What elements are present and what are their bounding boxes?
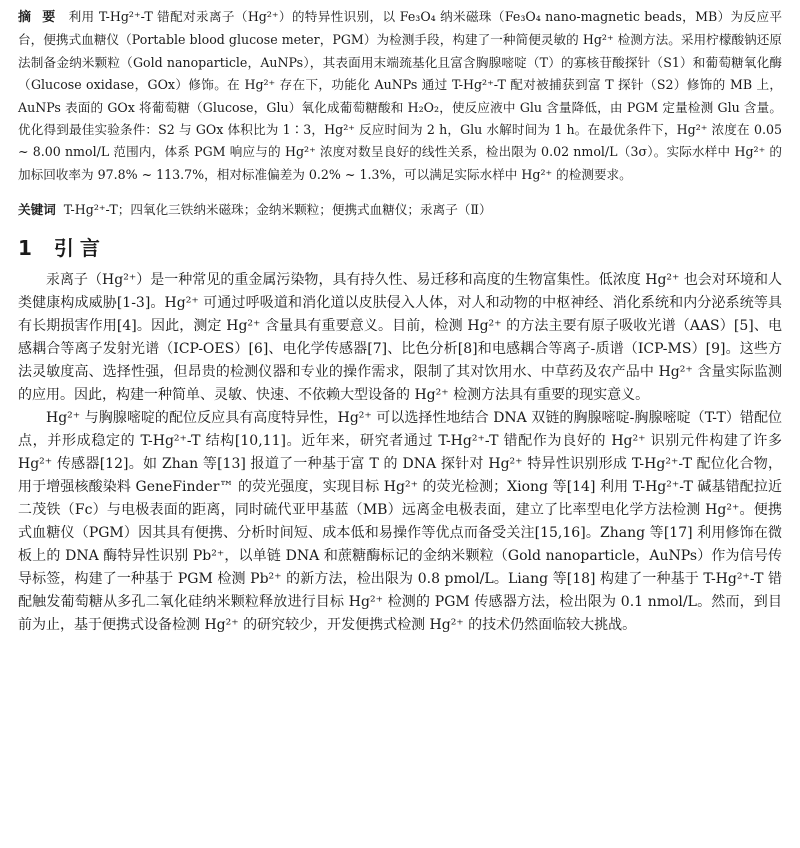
abstract-block — [18, 6, 782, 186]
abstract-label: 摘 要 — [18, 10, 59, 25]
abstract-text: 利用 T-Hg²⁺-T 错配对汞离子（Hg²⁺）的特异性识别，以 Fe₃O₄ 纳米磁珠（Fe₃O₄ nano-magnetic beads，MB）为反应平台，便携式血糖仪（Portable blood glucose meter，PGM）为检测手段，构建了一种简便灵敏的 Hg²⁺ 检测方法。采用柠檬酸钠还原法制备金纳米颗粒（Gold nanoparticle，AuNPs），其表面用末端巯基化且富含胸腺嘧啶（T）的寡核苷酸探针（S1）和葡萄糖氧化酶（Glucose oxidase，GOx）修饰。在 Hg²⁺ 存在下，功能化 AuNPs 通过 T-Hg²⁺-T 配对被捕获到富 T 探针（S2）修饰的 MB 上，AuNPs 表面的 GOx 将葡萄糖（Glucose，Glu）氧化成葡萄糖酸和 H₂O₂，使反应液中 Glu 含量降低，由 PGM 定量检测 Glu 含量。优化得到最佳实验条件：S2 与 GOx 体积比为 1∶3，Hg²⁺ 反应时间为 2 h，Glu 水解时间为 1 h。在最优条件下，Hg²⁺ 浓度在 0.05 ~ 8.00 nmol/L 范围内，体系 PGM 响应与的 Hg²⁺ 浓度对数呈良好的线性关系，检出限为 0.02 nmol/L（3σ）。实际水样中 Hg²⁺ 的加标回收率为 97.8% ~ 113.7%，相对标准偏差为 0.2% ~ 1.3%，可以满足实际水样中 Hg²⁺ 的检测要求。 — [18, 9, 782, 182]
section-title: 引言 — [53, 236, 106, 261]
keywords-block — [18, 200, 782, 220]
section-number: 1 — [18, 236, 32, 261]
body-paragraph-2: Hg²⁺ 与胸腺嘧啶的配位反应具有高度特异性，Hg²⁺ 可以选择性地结合 DNA 双链的胸腺嘧啶-胸腺嘧啶（T-T）错配位点，并形成稳定的 T-Hg²⁺-T 结构[10,11]。近年来，研究者通过 T-Hg²⁺-T 错配作为良好的 Hg²⁺ 识别元件构建了许多 Hg²⁺ 传感器[12]。如 Zhan 等[13] 报道了一种基于富 T 的 DNA 探针对 Hg²⁺ 特异性识别形成 T-Hg²⁺-T 配位化合物，用于增强核酸染料 GeneFinder™ 的荧光强度，实现目标 Hg²⁺ 的荧光检测；Xiong 等[14] 利用 T-Hg²⁺-T 碱基错配拉近二茂铁（Fc）与电极表面的距离，同时硫代亚甲基蓝（MB）远离金电极表面，建立了比率型电化学方法检测 Hg²⁺。便携式血糖仪（PGM）因其具有便携、分析时间短、成本低和易操作等优点而备受关注[15,16]。Zhang 等[17] 利用修饰在微板上的 DNA 酶特异性识别 Pb²⁺，以单链 DNA 和蔗糖酶标记的金纳米颗粒（Gold nanoparticle，AuNPs）作为信号传导标签，构建了一种基于 PGM 检测 Pb²⁺ 的新方法，检出限为 0.8 pmol/L。Liang 等[18] 构建了一种基于 T-Hg²⁺-T 错配触发葡萄糖从多孔二氧化硅纳米颗粒释放进行目标 Hg²⁺ 检测的 PGM 传感器方法，检出限为 0.1 nmol/L。然而，到目前为止，基于便携式设备检测 Hg²⁺ 的研究较少，开发便携式检测 Hg²⁺ 的技术仍然面临较大挑战。 — [18, 410, 782, 634]
keywords-text: T-Hg²⁺-T；四氧化三铁纳米磁珠；金纳米颗粒；便携式血糖仪；汞离子（Ⅱ） — [63, 202, 492, 218]
keywords-label: 关键词 — [18, 202, 56, 218]
section-heading — [18, 232, 782, 261]
body-paragraph-1: 汞离子（Hg²⁺）是一种常见的重金属污染物，具有持久性、易迁移和高度的生物富集性。低浓度 Hg²⁺ 也会对环境和人类健康构成威胁[1-3]。Hg²⁺ 可通过呼吸道和消化道以皮肤侵入人体，对人和动物的中枢神经、消化系统和内分泌系统等具有长期损害作用[4]。因此，测定 Hg²⁺ 含量具有重要意义。目前，检测 Hg²⁺ 的方法主要有原子吸收光谱（AAS）[5]、电感耦合等离子发射光谱（ICP-OES）[6]、电化学传感器[7]、比色分析[8]和电感耦合等离子-质谱（ICP-MS）[9]。这些方法灵敏度高、选择性强，但昂贵的检测仪器和专业的操作需求，限制了其对饮用水、中草药及农产品中 Hg²⁺ 含量实际监测的应用。因此，构建一种简单、灵敏、快速、不依赖大型设备的 Hg²⁺ 检测方法具有重要的现实意义。 — [18, 272, 782, 404]
